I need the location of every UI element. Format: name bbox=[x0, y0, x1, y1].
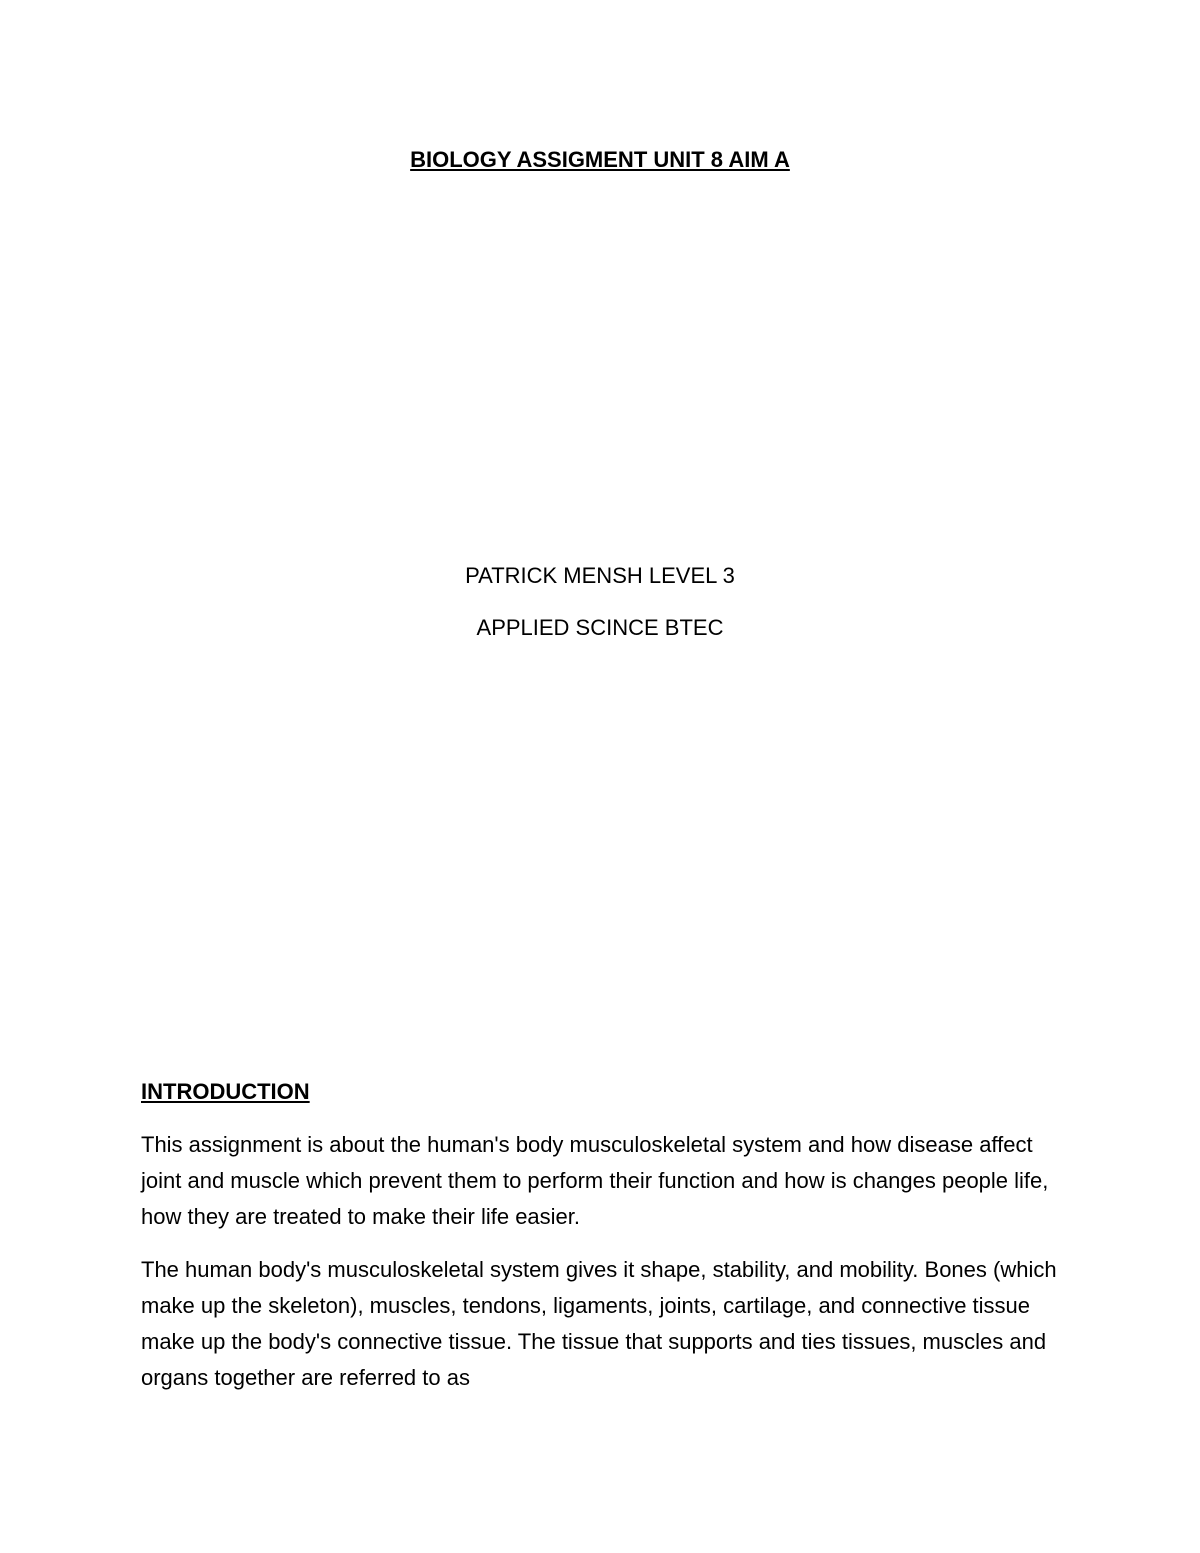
author-name: PATRICK MENSH LEVEL 3 bbox=[465, 563, 735, 588]
section-heading-introduction: INTRODUCTION bbox=[141, 1079, 310, 1104]
author-course: APPLIED SCINCE BTEC bbox=[476, 615, 724, 640]
document-title: BIOLOGY ASSIGMENT UNIT 8 AIM A bbox=[410, 147, 790, 172]
paragraph: The human body's musculoskeletal system gives it shape, stability, and mobility. Bones (which make up the skeleton), muscles, tendons, ligaments, joints, cartilage, and connective tissue make up the body's connective tissue. The tissue that supports and ties tissues, muscles and organs together are referred to as bbox=[141, 1257, 1057, 1390]
paragraph: This assignment is about the human's body musculoskeletal system and how disease affect joint and muscle which prevent them to perform their function and how is changes people life, how they are treated to make their life easier. bbox=[141, 1132, 1049, 1229]
